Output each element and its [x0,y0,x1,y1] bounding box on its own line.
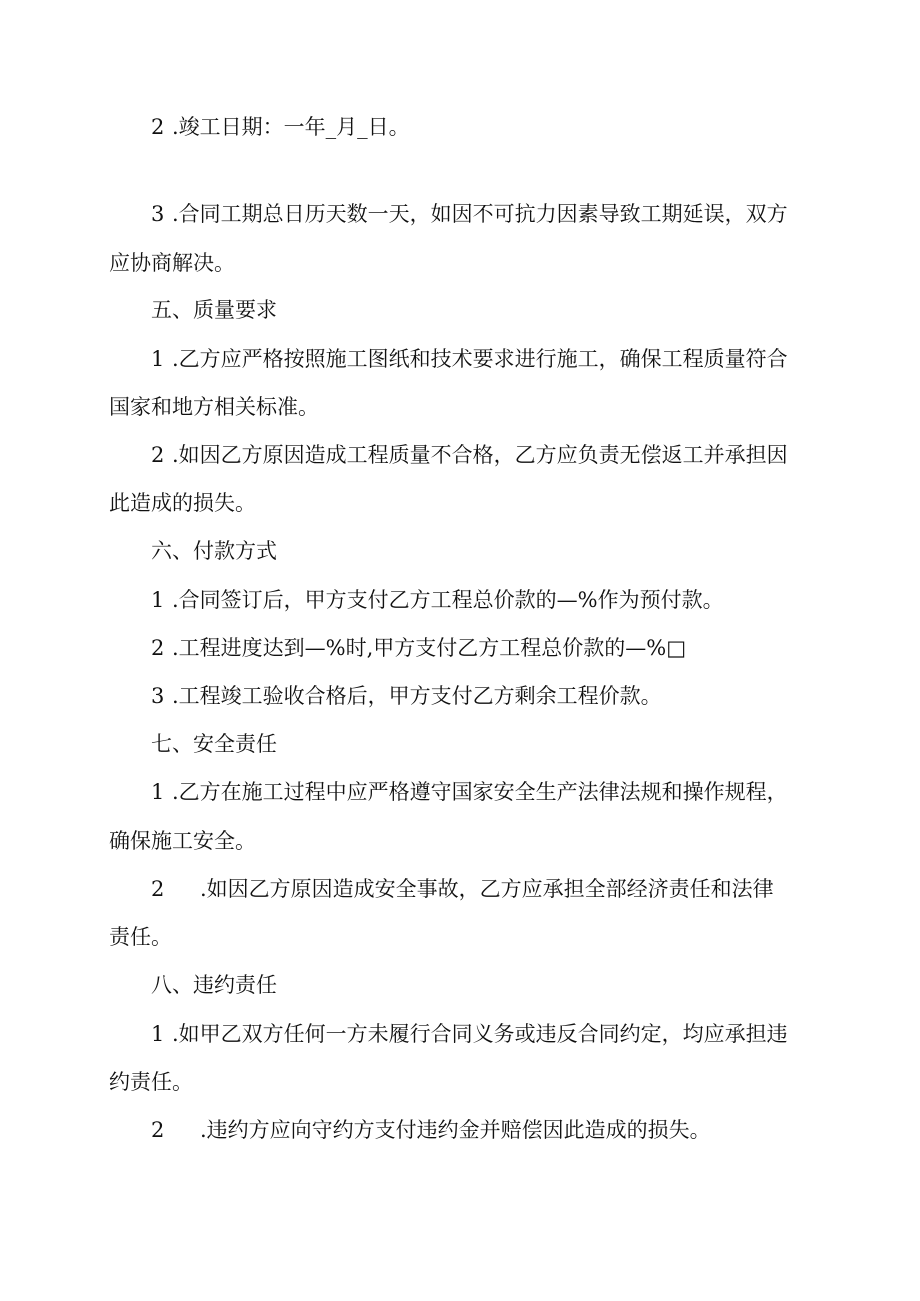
quality-item-2-text: .如因乙方原因造成工程质量不合格，乙方应负责无偿返工并承担因 [172,443,788,467]
item-number: 3 [151,684,165,708]
duration-text-continued: 应协商解决。 [109,251,235,275]
quality-item-1-continued: 国家和地方相关标准。 [109,395,319,419]
item-number: 2 [151,1118,165,1142]
item-number: 2 [151,443,165,467]
breach-item-1-continued: 约责任。 [109,1070,193,1094]
safety-item-2-text: .如因乙方原因造成安全事故，乙方应承担全部经济责任和法律 [200,877,774,901]
item-number: 2 [151,115,165,139]
breach-item-1-text: .如甲乙双方任何一方未履行合同义务或违反合同约定，均应承担违 [172,1022,788,1046]
safety-item-1-text: .乙方在施工过程中应严格遵守国家安全生产法律法规和操作规程， [172,780,788,804]
item-number: 1 [151,588,165,612]
item-number: 2 [151,636,165,660]
item-number: 3 [151,202,165,226]
item-number: 1 [151,347,165,371]
breach-item-2-text: .违约方应向守约方支付违约金并赔偿因此造成的损失。 [200,1118,711,1142]
item-number: 2 [151,877,165,901]
payment-item-1-text: .合同签订后，甲方支付乙方工程总价款的—%作为预付款。 [172,588,724,612]
duration-text: .合同工期总日历天数一天，如因不可抗力因素导致工期延误，双方 [172,202,788,226]
section-heading-quality: 五、质量要求 [151,298,277,322]
completion-date-text: .竣工日期：一年_月_日。 [172,115,410,139]
quality-item-1-text: .乙方应严格按照施工图纸和技术要求进行施工，确保工程质量符合 [172,347,788,371]
section-heading-payment: 六、付款方式 [151,539,277,563]
item-number: 1 [151,780,165,804]
section-heading-breach: 八、违约责任 [151,973,277,997]
item-number: 1 [151,1022,165,1046]
safety-item-2-continued: 责任。 [109,925,172,949]
payment-item-2-text: .工程进度达到—%时,甲方支付乙方工程总价款的—%□ [172,636,687,660]
safety-item-1-continued: 确保施工安全。 [109,829,256,853]
quality-item-2-continued: 此造成的损失。 [109,491,256,515]
payment-item-3-text: .工程竣工验收合格后，甲方支付乙方剩余工程价款。 [172,684,662,708]
section-heading-safety: 七、安全责任 [151,732,277,756]
